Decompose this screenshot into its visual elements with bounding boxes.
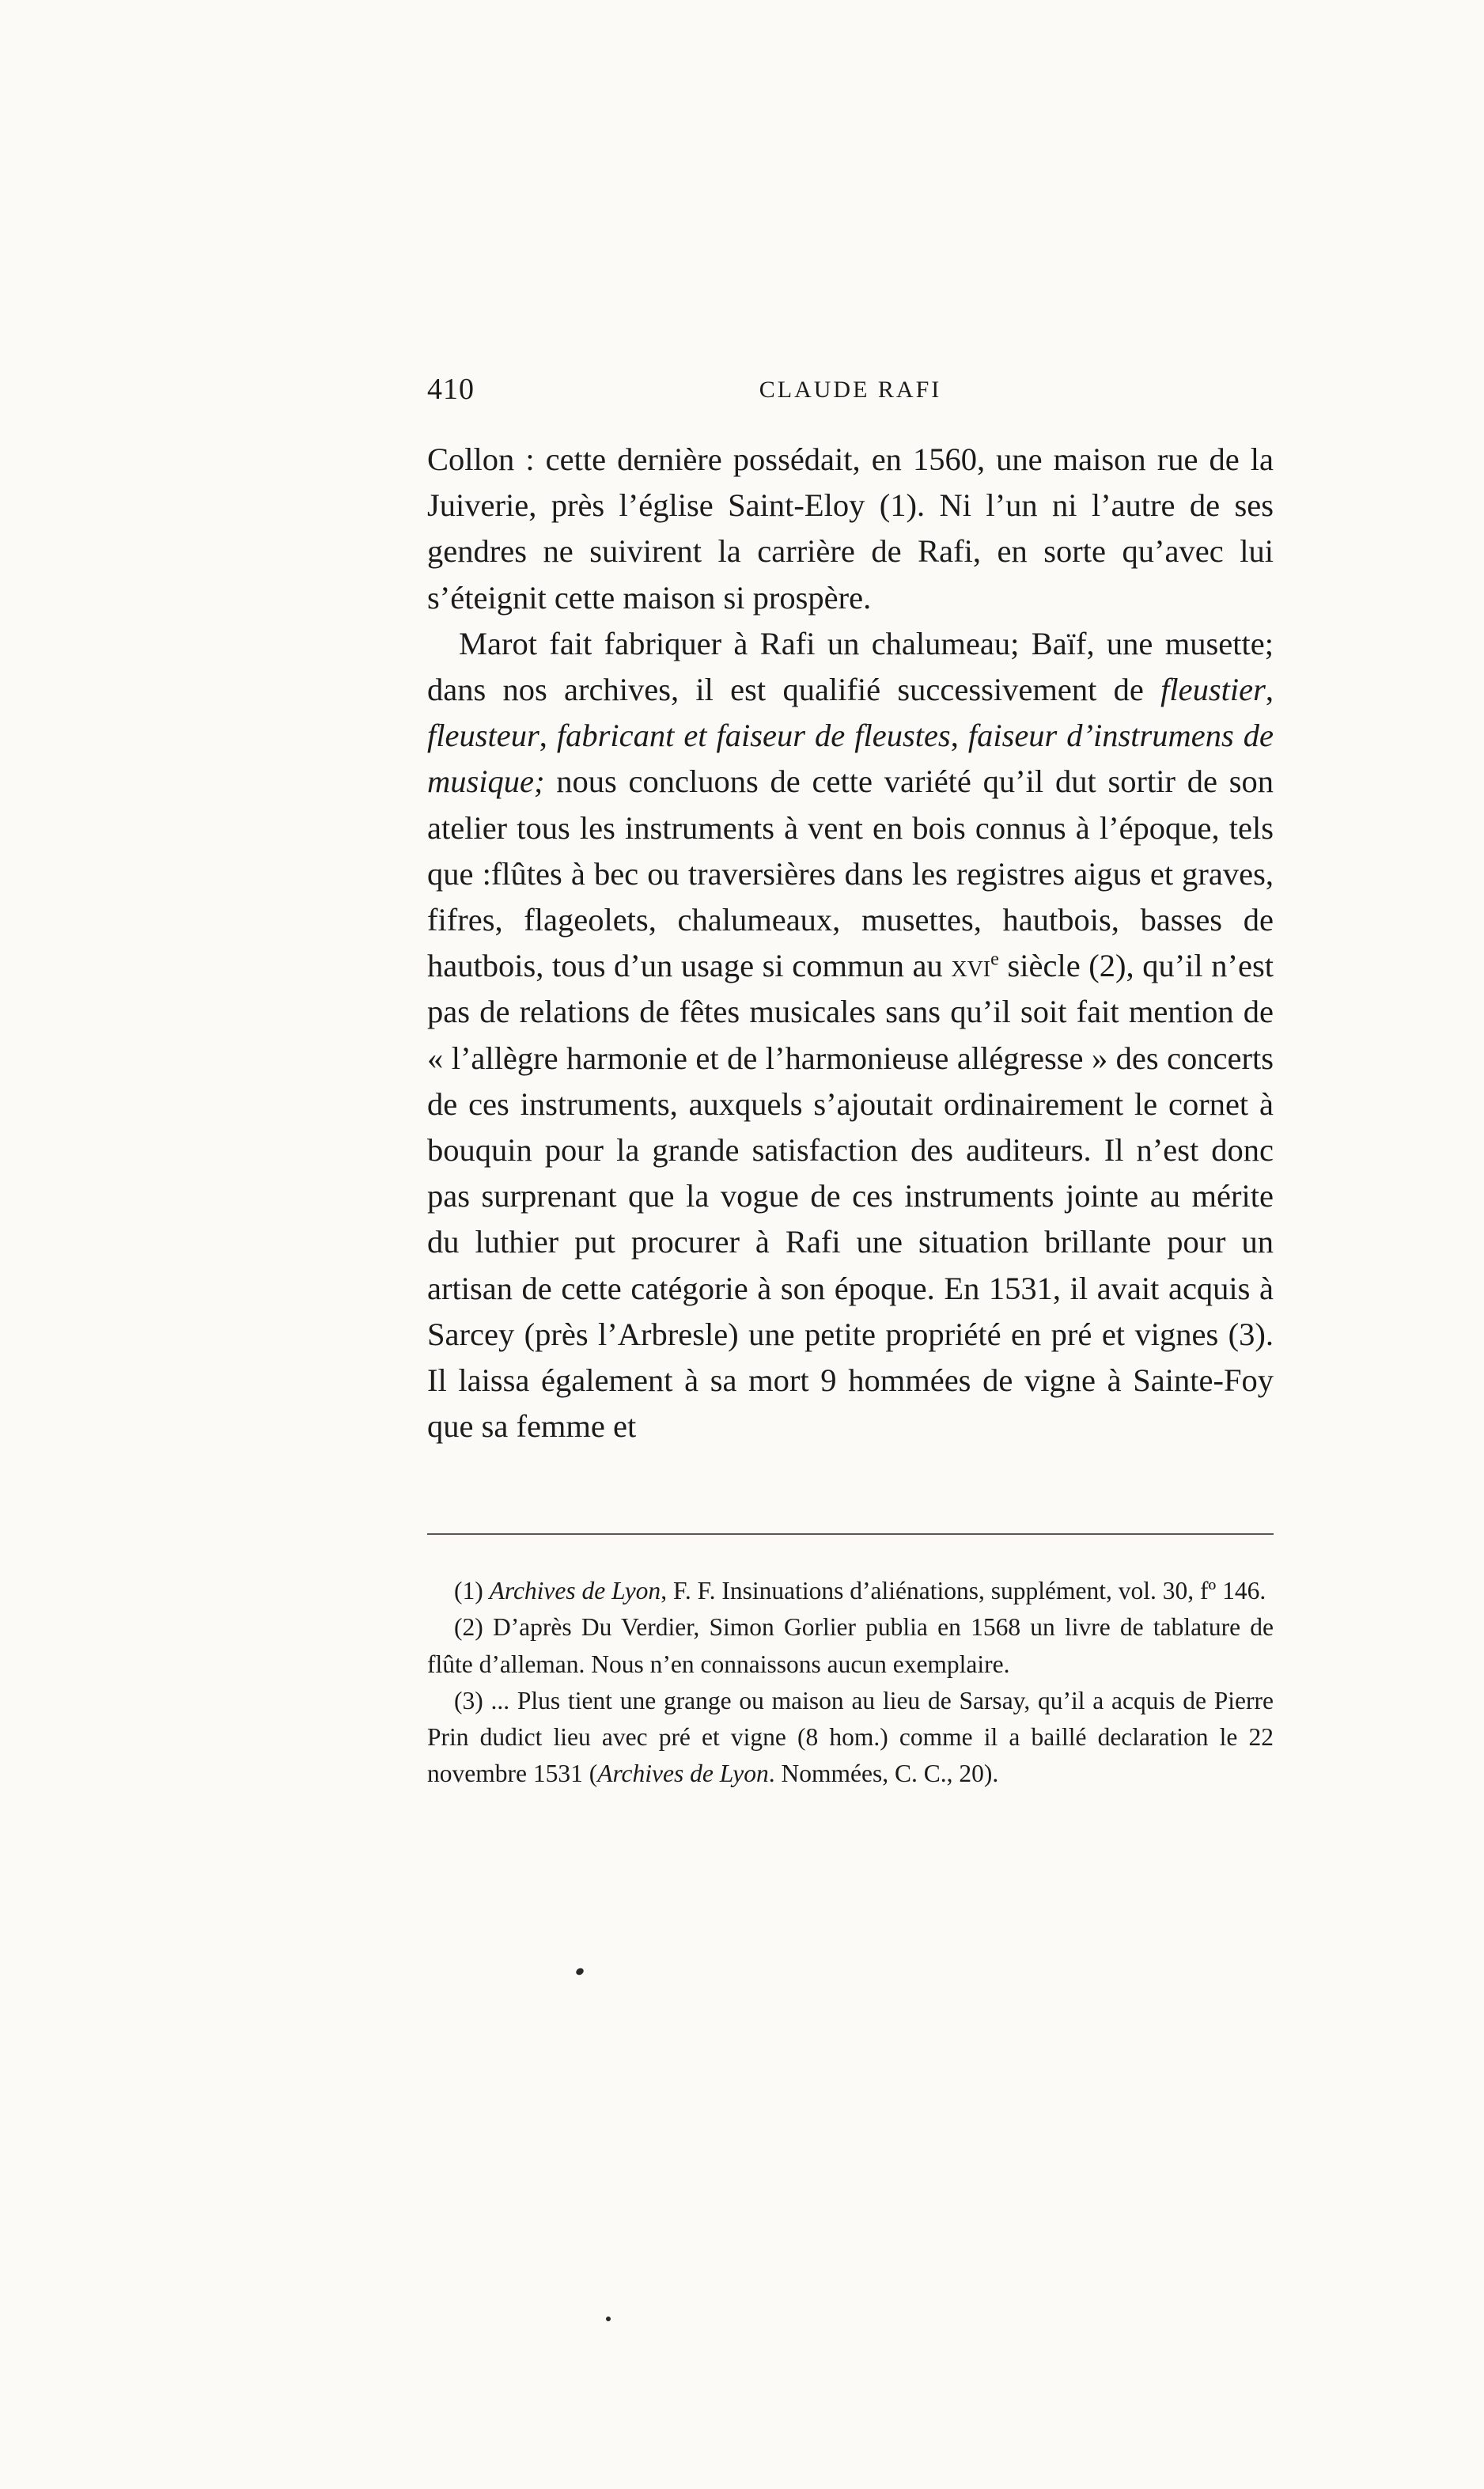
footnote-3-tail: . Nommées, C. C., 20). (768, 1760, 999, 1788)
footnote-3-text: (3) ... Plus tient une grange ou maison au lieu de Sarsay, qu’il a acquis de Pierre Prin dudict lieu avec pré et vigne (8 hom.) comme il a baillé declaration le 22 novembre 1531 ( (427, 1686, 1274, 1788)
separator: , (539, 718, 557, 754)
footnote-2-text: (2) D’après Du Verdier, Simon Gorlier publia en 1568 un livre de tablature de flûte d’alleman. Nous n’en connaissons aucun exemplaire. (427, 1613, 1274, 1678)
paragraph-1-text: Collon : cette dernière possédait, en 1560, une maison rue de la Juiverie, près l’église Saint-Eloy (1). Ni l’un ni l’autre de ses gendres ne suivirent la carrière de Rafi, en sorte qu’avec lui s’éteignit cette maison si prospère. (427, 441, 1274, 616)
footnote-2 (427, 1609, 1274, 1683)
separator: , (1265, 672, 1274, 708)
paragraph-2-text-b: nous concluons de cette variété qu’il dut sortir de son atelier tous les instruments à vent en bois connus à l’époque, tels que :flûtes à bec ou traversières dans les registres aigus et graves, fifres, flageolets, chalumeaux, musettes, hautbois, basses de hautbois, tous d’un usage si commun au (427, 763, 1274, 984)
paragraph-2 (427, 621, 1274, 1450)
separator: , (950, 718, 968, 754)
page-header (427, 372, 1274, 411)
body-text (427, 437, 1274, 1449)
term-fleustier: fleustier (1160, 672, 1266, 708)
term-fleusteur: fleusteur (427, 718, 539, 754)
century-numeral: xvi (951, 948, 991, 984)
footnote-1-source: Archives de Lyon (489, 1577, 661, 1604)
century-superscript: e (990, 948, 999, 970)
paragraph-1 (427, 437, 1274, 621)
footnote-rule (427, 1533, 1274, 1535)
footnote-3 (427, 1683, 1274, 1793)
ink-mark (575, 1967, 585, 1976)
ink-dot (606, 2317, 611, 2321)
term-fabricant: fabricant et faiseur de fleustes (556, 718, 951, 754)
footnotes (427, 1573, 1274, 1793)
footnote-1-text: , F. F. Insinuations d’aliénations, supplément, vol. 30, fº 146. (661, 1577, 1266, 1604)
paragraph-2-text-a: Marot fait fabriquer à Rafi un chalumeau; Baïf, une musette; dans nos archives, il est qualifié successivement de (427, 625, 1274, 708)
running-head: CLAUDE RAFI (759, 377, 942, 403)
footnote-3-source: Archives de Lyon (597, 1760, 769, 1788)
footnote-1-number: (1) (454, 1577, 490, 1604)
term-faiseur-instrumens: faiseur d’instrumens de musique; (427, 718, 1274, 800)
paragraph-2-text-c: siècle (2), qu’il n’est pas de relations de fêtes musicales sans qu’il soit fait mention de « l’allègre harmonie et de l’harmonieuse allégresse » des concerts de ces instruments, auxquels s’ajoutait ordinairement le cornet à bouquin pour la grande satisfaction des auditeurs. Il n’est donc pas surprenant que la vogue de ces instruments jointe au mérite du luthier put procurer à Rafi une situation brillante pour un artisan de cette catégorie à son époque. En 1531, il avait acquis à Sarcey (près l’Arbresle) une petite propriété en pré et vignes (3). Il laissa également à sa mort 9 hommées de vigne à Sainte-Foy que sa femme et (427, 948, 1274, 1445)
footnote-1 (427, 1573, 1274, 1609)
page-number: 410 (427, 373, 475, 406)
